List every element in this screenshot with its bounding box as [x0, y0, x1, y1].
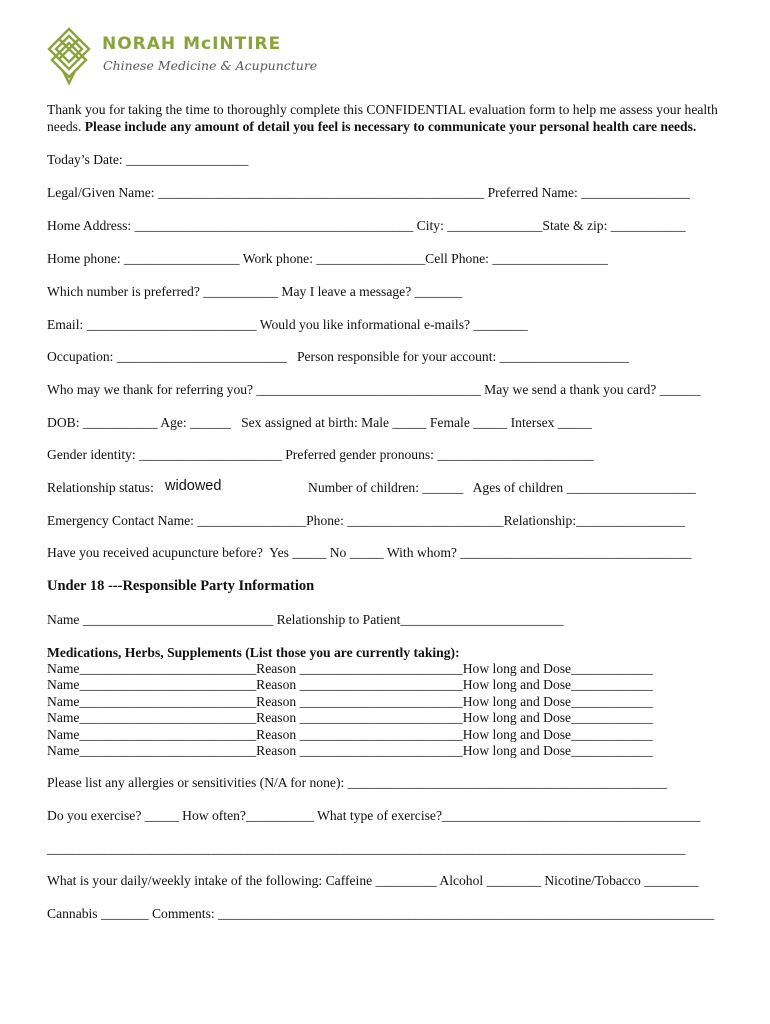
exercise-continuation-line[interactable]: ___________________________________________________________________________________________________ — [47, 841, 686, 856]
medication-row[interactable]: Name__________________________Reason ________________________How long and Dose____________ — [47, 727, 653, 742]
medication-row[interactable]: Name__________________________Reason ________________________How long and Dose____________ — [47, 677, 653, 692]
exercise-field[interactable]: Do you exercise? _____ How often?__________ What type of exercise?______________________________________ — [47, 808, 701, 823]
brand-logo — [46, 26, 318, 88]
todays-date-field[interactable]: Today’s Date: __________________ — [47, 152, 249, 167]
cannabis-comments-field[interactable]: Cannabis _______ Comments: _________________________________________________________________________ — [47, 906, 715, 921]
endless-knot-logo-icon — [46, 26, 92, 86]
medication-row[interactable]: Name__________________________Reason ________________________How long and Dose____________ — [47, 694, 653, 709]
children-field[interactable]: Number of children: ______ Ages of children ___________________ — [308, 480, 696, 495]
intro-text: Thank you for taking the time to thoroughly complete this CONFIDENTIAL evaluation form to help me assess your health needs. — [47, 102, 718, 134]
intake-field[interactable]: What is your daily/weekly intake of the following: Caffeine _________ Alcohol ________ Nicotine/Tobacco ________ — [47, 873, 699, 888]
relationship-status-value[interactable]: widowed — [165, 478, 222, 494]
phone-fields[interactable]: Home phone: _________________ Work phone: ________________Cell Phone: _________________ — [47, 251, 608, 266]
allergies-field[interactable]: Please list any allergies or sensitivities (N/A for none): _______________________________________________ — [47, 775, 668, 790]
intro-paragraph — [47, 102, 737, 135]
email-field[interactable]: Email: _________________________ Would you like informational e-mails? ________ — [47, 317, 528, 332]
medication-row[interactable]: Name__________________________Reason ________________________How long and Dose____________ — [47, 743, 653, 758]
relationship-status-label: Relationship status: — [47, 480, 154, 495]
medication-row[interactable]: Name__________________________Reason ________________________How long and Dose____________ — [47, 661, 653, 676]
emergency-contact-field[interactable]: Emergency Contact Name: ________________Phone: _______________________Relationship:________________ — [47, 513, 685, 528]
brand-name: NORAH McINTIRE — [102, 34, 282, 54]
dob-age-sex-field[interactable]: DOB: ___________ Age: ______ Sex assigned at birth: Male _____ Female _____ Intersex _____ — [47, 415, 592, 430]
medications-heading: Medications, Herbs, Supplements (List those you are currently taking): — [47, 645, 460, 660]
home-address-field[interactable]: Home Address: _________________________________________ City: ______________State & zip: ___________ — [47, 218, 686, 233]
preferred-number-field[interactable]: Which number is preferred? ___________ May I leave a message? _______ — [47, 284, 463, 299]
under18-heading: Under 18 ---Responsible Party Information — [47, 578, 315, 594]
referral-field[interactable]: Who may we thank for referring you? _________________________________ May we send a thank you card? ______ — [47, 382, 701, 397]
gender-identity-field[interactable]: Gender identity: _____________________ Preferred gender pronouns: _______________________ — [47, 447, 594, 462]
brand-tagline: Chinese Medicine & Acupuncture — [103, 58, 318, 73]
occupation-field[interactable]: Occupation: _________________________ Person responsible for your account: ___________________ — [47, 349, 629, 364]
intro-bold-text: Please include any amount of detail you feel is necessary to communicate your personal health care needs. — [84, 118, 697, 134]
medication-row[interactable]: Name__________________________Reason ________________________How long and Dose____________ — [47, 710, 653, 725]
acupuncture-history-field[interactable]: Have you received acupuncture before? Yes _____ No _____ With whom? __________________________________ — [47, 545, 692, 560]
legal-name-field[interactable]: Legal/Given Name: ________________________________________________ Preferred Name: ________________ — [47, 185, 690, 200]
responsible-party-field[interactable]: Name ____________________________ Relationship to Patient________________________ — [47, 612, 564, 627]
